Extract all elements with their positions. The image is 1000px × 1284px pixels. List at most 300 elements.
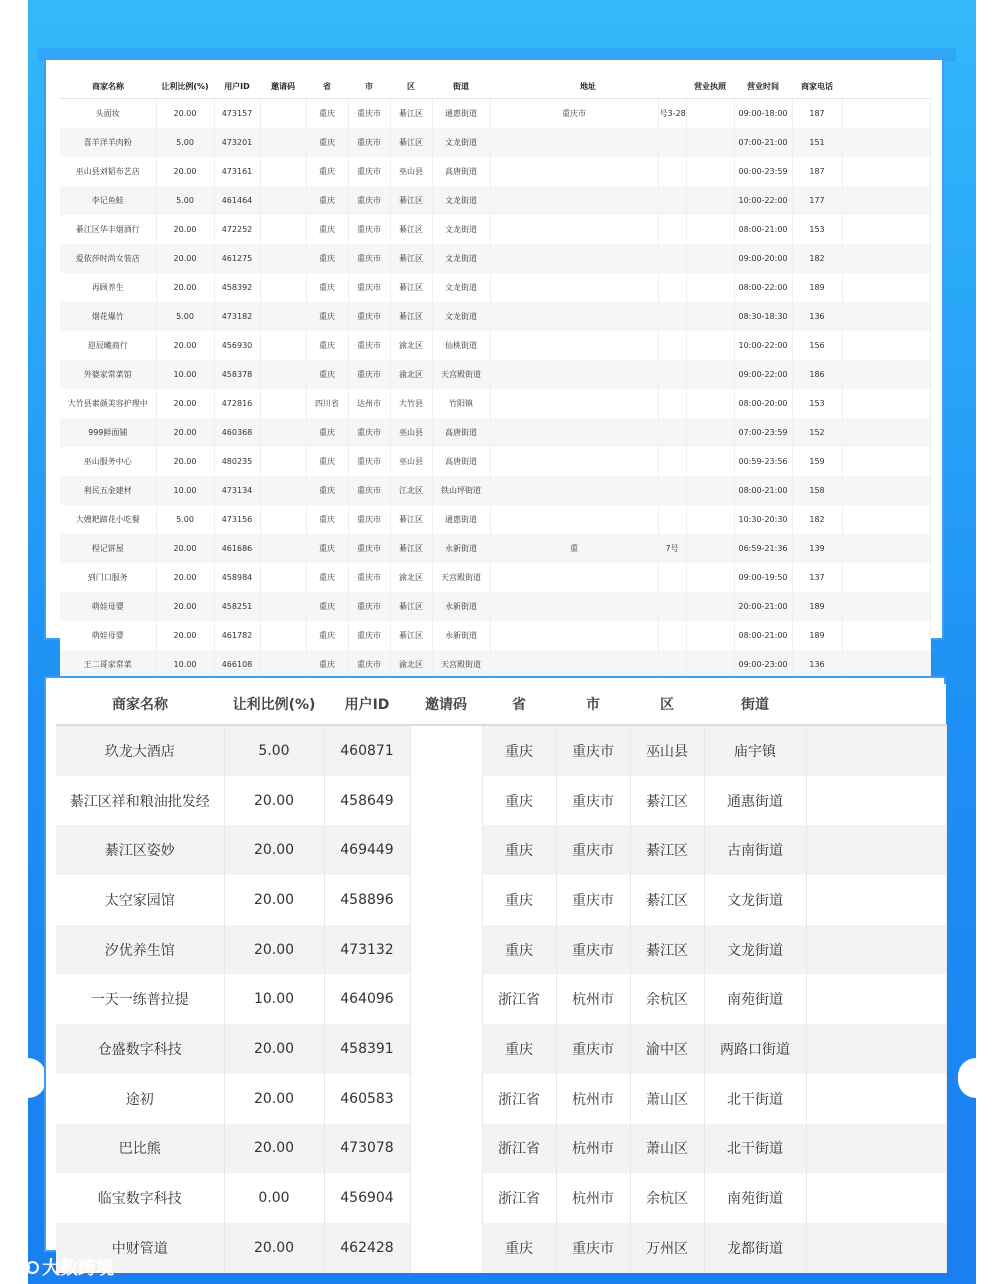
cell-license — [686, 99, 734, 129]
cell-user-id: 464096 — [324, 974, 410, 1024]
cell-ratio: 20.00 — [156, 418, 214, 447]
cell-user-id: 462428 — [324, 1223, 410, 1273]
cell-address-start — [490, 650, 658, 679]
cell-name: 临宝数字科技 — [56, 1173, 224, 1223]
table-row[interactable] — [60, 302, 930, 331]
top-table-panel — [44, 58, 944, 669]
cell-user-id: 473134 — [214, 476, 260, 505]
table-row[interactable] — [56, 974, 946, 1024]
cell-spacer — [842, 476, 930, 505]
cell-user-id: 456904 — [324, 1173, 410, 1223]
cell-phone: 136 — [792, 302, 842, 331]
cell-ratio: 20.00 — [156, 244, 214, 273]
cell-district: 渝北区 — [390, 563, 432, 592]
table-row[interactable] — [60, 534, 930, 563]
col-header-city[interactable]: 市 — [348, 74, 390, 99]
cell-city: 重庆市 — [556, 925, 630, 975]
cell-user-id: 461464 — [214, 186, 260, 215]
cell-address-start — [490, 157, 658, 186]
cell-phone: 151 — [792, 128, 842, 157]
cell-province: 重庆 — [306, 186, 348, 215]
cell-district: 綦江区 — [630, 776, 704, 826]
cell-address-end: 号3-28 — [658, 99, 686, 129]
cell-street: 两路口街道 — [704, 1024, 806, 1074]
cell-invite-code — [260, 273, 306, 302]
table-row[interactable] — [60, 650, 930, 679]
col-header-invite-code[interactable]: 邀请码 — [410, 684, 482, 725]
cell-address-start — [490, 331, 658, 360]
table-header-row — [60, 74, 930, 99]
table-row[interactable] — [60, 360, 930, 389]
cell-user-id: 456930 — [214, 331, 260, 360]
cell-name: 綦江区祥和粮油批发经 — [56, 776, 224, 826]
cell-name: 中财管道 — [56, 1223, 224, 1273]
table-row[interactable] — [56, 825, 946, 875]
cell-user-id: 473161 — [214, 157, 260, 186]
cell-ratio: 20.00 — [156, 447, 214, 476]
cell-user-id: 472252 — [214, 215, 260, 244]
cell-district: 巫山县 — [390, 418, 432, 447]
table-row[interactable] — [56, 1173, 946, 1223]
cell-address-end — [658, 563, 686, 592]
cell-phone: 177 — [792, 186, 842, 215]
cell-license — [686, 389, 734, 418]
cell-address-end — [658, 157, 686, 186]
cell-invite-code — [410, 1024, 482, 1074]
cell-invite-code — [410, 875, 482, 925]
cell-invite-code — [260, 157, 306, 186]
table-row[interactable] — [60, 186, 930, 215]
cell-hours: 09:00-19:50 — [734, 563, 792, 592]
cell-city: 杭州市 — [556, 1124, 630, 1174]
col-header-district[interactable]: 区 — [390, 74, 432, 99]
cell-name: 途初 — [56, 1074, 224, 1124]
cell-province: 重庆 — [306, 447, 348, 476]
cell-address-end — [658, 592, 686, 621]
cell-address-start — [490, 244, 658, 273]
cell-user-id: 460368 — [214, 418, 260, 447]
cell-ratio: 20.00 — [156, 563, 214, 592]
cell-address-start — [490, 476, 658, 505]
table-row[interactable] — [60, 157, 930, 186]
cell-spacer — [842, 128, 930, 157]
cell-province: 浙江省 — [482, 1124, 556, 1174]
merchant-table-small — [60, 74, 931, 679]
cell-address-start — [490, 389, 658, 418]
cell-invite-code — [260, 331, 306, 360]
cell-invite-code — [410, 776, 482, 826]
cell-district: 巫山县 — [630, 725, 704, 776]
cell-user-id: 480235 — [214, 447, 260, 476]
cell-province: 重庆 — [306, 621, 348, 650]
cell-ratio: 20.00 — [224, 925, 324, 975]
cell-user-id: 473201 — [214, 128, 260, 157]
cell-ratio: 20.00 — [156, 215, 214, 244]
cell-street: 庙宇镇 — [704, 725, 806, 776]
cell-license — [686, 331, 734, 360]
cell-district: 綦江区 — [630, 825, 704, 875]
cell-name: 爱依莎时尚女装店 — [60, 244, 156, 273]
cell-district: 綦江区 — [390, 244, 432, 273]
cell-city: 重庆市 — [348, 331, 390, 360]
cell-invite-code — [410, 725, 482, 776]
cell-hours: 09:00-20:00 — [734, 244, 792, 273]
col-header-spacer — [806, 684, 946, 725]
cell-hours: 08:00-22:00 — [734, 273, 792, 302]
cell-user-id: 461686 — [214, 534, 260, 563]
table-row[interactable] — [60, 99, 930, 129]
cell-province: 重庆 — [306, 360, 348, 389]
cell-ratio: 20.00 — [156, 592, 214, 621]
cell-spacer — [842, 418, 930, 447]
cell-city: 重庆市 — [348, 447, 390, 476]
table-row[interactable] — [56, 875, 946, 925]
cell-name: 巴比熊 — [56, 1124, 224, 1174]
cell-license — [686, 563, 734, 592]
cell-street: 永新街道 — [432, 592, 490, 621]
cell-spacer — [806, 1124, 946, 1174]
col-header-district[interactable]: 区 — [630, 684, 704, 725]
table-row[interactable] — [60, 273, 930, 302]
cell-phone: 152 — [792, 418, 842, 447]
cell-spacer — [806, 1223, 946, 1273]
cell-phone: 136 — [792, 650, 842, 679]
cell-province: 重庆 — [482, 925, 556, 975]
cell-spacer — [806, 1074, 946, 1124]
col-header-ratio[interactable]: 让利比例(%) — [156, 74, 214, 99]
cell-address-end — [658, 128, 686, 157]
cell-user-id: 458392 — [214, 273, 260, 302]
cell-street: 竹阳镇 — [432, 389, 490, 418]
cell-hours: 10:00-22:00 — [734, 186, 792, 215]
cell-address-start — [490, 505, 658, 534]
col-header-phone[interactable]: 商家电话 — [792, 74, 842, 99]
cell-province: 重庆 — [482, 1223, 556, 1273]
cell-city: 重庆市 — [556, 1024, 630, 1074]
cell-province: 重庆 — [306, 418, 348, 447]
cell-spacer — [806, 776, 946, 826]
cell-street: 文龙街道 — [432, 302, 490, 331]
cell-province: 重庆 — [306, 215, 348, 244]
cell-phone: 182 — [792, 505, 842, 534]
cell-ratio: 0.00 — [224, 1173, 324, 1223]
cell-phone: 137 — [792, 563, 842, 592]
col-header-ratio[interactable]: 让利比例(%) — [224, 684, 324, 725]
cell-name: 綦江区华丰烟酒行 — [60, 215, 156, 244]
table-row[interactable] — [60, 447, 930, 476]
col-header-address[interactable]: 地址 — [490, 74, 686, 99]
cell-city: 重庆市 — [348, 563, 390, 592]
table-row[interactable] — [60, 592, 930, 621]
cell-spacer — [842, 273, 930, 302]
table-row[interactable] — [56, 1024, 946, 1074]
cell-hours: 08:30-18:30 — [734, 302, 792, 331]
cell-address-start — [490, 360, 658, 389]
cell-invite-code — [410, 974, 482, 1024]
cell-ratio: 20.00 — [224, 1074, 324, 1124]
cell-address-start — [490, 215, 658, 244]
watermark-text: 大数跨境 — [42, 1258, 114, 1279]
cell-city: 重庆市 — [348, 476, 390, 505]
cell-ratio: 20.00 — [224, 776, 324, 826]
cell-ratio: 20.00 — [224, 825, 324, 875]
cell-phone: 156 — [792, 331, 842, 360]
cell-user-id: 473078 — [324, 1124, 410, 1174]
cell-name: 再顾养生 — [60, 273, 156, 302]
cell-hours: 10:00-22:00 — [734, 331, 792, 360]
cell-street: 仙桃街道 — [432, 331, 490, 360]
cell-city: 重庆市 — [348, 621, 390, 650]
cell-spacer — [842, 331, 930, 360]
cell-name: 999鲜面铺 — [60, 418, 156, 447]
cell-spacer — [842, 389, 930, 418]
cell-address-start — [490, 273, 658, 302]
cell-street: 通惠街道 — [432, 505, 490, 534]
cell-street: 通惠街道 — [704, 776, 806, 826]
cell-license — [686, 273, 734, 302]
table-row[interactable] — [56, 725, 946, 776]
cell-district: 綦江区 — [630, 875, 704, 925]
cell-ratio: 20.00 — [156, 157, 214, 186]
cell-user-id: 466108 — [214, 650, 260, 679]
table-row[interactable] — [60, 215, 930, 244]
cell-district: 巫山县 — [390, 157, 432, 186]
cell-city: 重庆市 — [348, 128, 390, 157]
col-header-spacer — [842, 74, 930, 99]
cell-ratio: 20.00 — [156, 389, 214, 418]
cell-city: 重庆市 — [348, 360, 390, 389]
col-header-user-id[interactable]: 用户ID — [214, 74, 260, 99]
col-header-user-id[interactable]: 用户ID — [324, 684, 410, 725]
cell-name: 玖龙大酒店 — [56, 725, 224, 776]
cell-name: 头面妆 — [60, 99, 156, 129]
col-header-invite-code[interactable]: 邀请码 — [260, 74, 306, 99]
table-row[interactable] — [56, 1124, 946, 1174]
cell-name: 到门口服务 — [60, 563, 156, 592]
cell-spacer — [842, 186, 930, 215]
cell-spacer — [842, 157, 930, 186]
cell-ratio: 20.00 — [224, 875, 324, 925]
cell-province: 重庆 — [306, 331, 348, 360]
cell-ratio: 5.00 — [224, 725, 324, 776]
col-header-name[interactable]: 商家名称 — [60, 74, 156, 99]
cell-spacer — [806, 1173, 946, 1223]
table-row[interactable] — [60, 244, 930, 273]
cell-spacer — [842, 534, 930, 563]
cell-street: 文龙街道 — [432, 215, 490, 244]
cell-street: 高唐街道 — [432, 418, 490, 447]
table-row[interactable] — [60, 331, 930, 360]
cell-invite-code — [260, 360, 306, 389]
cell-invite-code — [260, 244, 306, 273]
cell-hours: 07:00-23:59 — [734, 418, 792, 447]
cell-district: 綦江区 — [390, 302, 432, 331]
cell-name: 巫山服务中心 — [60, 447, 156, 476]
cell-name: 迎辰曦商行 — [60, 331, 156, 360]
col-header-province[interactable]: 省 — [482, 684, 556, 725]
cell-province: 重庆 — [306, 505, 348, 534]
cell-ratio: 10.00 — [156, 360, 214, 389]
cell-province: 重庆 — [306, 244, 348, 273]
table-row[interactable] — [56, 1074, 946, 1124]
cell-user-id: 460583 — [324, 1074, 410, 1124]
cell-invite-code — [410, 1223, 482, 1273]
cell-city: 重庆市 — [556, 825, 630, 875]
cell-invite-code — [260, 128, 306, 157]
table-row[interactable] — [60, 505, 930, 534]
cell-name: 外婆家常菜馆 — [60, 360, 156, 389]
cell-street: 永新街道 — [432, 534, 490, 563]
cell-city: 达州市 — [348, 389, 390, 418]
cell-invite-code — [260, 621, 306, 650]
cell-phone: 139 — [792, 534, 842, 563]
cell-phone: 189 — [792, 621, 842, 650]
cell-name: 仓盛数字科技 — [56, 1024, 224, 1074]
cell-address-end — [658, 186, 686, 215]
cell-district: 綦江区 — [390, 505, 432, 534]
cell-user-id: 473132 — [324, 925, 410, 975]
cell-license — [686, 157, 734, 186]
cell-hours: 10:30-20:30 — [734, 505, 792, 534]
cell-district: 江北区 — [390, 476, 432, 505]
cell-invite-code — [410, 925, 482, 975]
cell-name: 程记饼屋 — [60, 534, 156, 563]
cell-invite-code — [260, 592, 306, 621]
cell-address-start — [490, 128, 658, 157]
cell-user-id: 458251 — [214, 592, 260, 621]
table-row[interactable] — [60, 389, 930, 418]
cell-phone: 189 — [792, 592, 842, 621]
cell-province: 重庆 — [306, 563, 348, 592]
cell-license — [686, 505, 734, 534]
cell-street: 通惠街道 — [432, 99, 490, 129]
cell-spacer — [842, 563, 930, 592]
cell-spacer — [842, 99, 930, 129]
cell-street: 古南街道 — [704, 825, 806, 875]
cell-street: 文龙街道 — [432, 186, 490, 215]
cell-address-end — [658, 447, 686, 476]
cell-license — [686, 360, 734, 389]
cell-province: 浙江省 — [482, 1173, 556, 1223]
cell-license — [686, 592, 734, 621]
cell-district: 万州区 — [630, 1223, 704, 1273]
cell-name: 太空家园馆 — [56, 875, 224, 925]
cell-spacer — [842, 244, 930, 273]
cell-city: 杭州市 — [556, 1074, 630, 1124]
cell-phone: 189 — [792, 273, 842, 302]
cell-license — [686, 244, 734, 273]
cell-hours: 06:59-21:36 — [734, 534, 792, 563]
cell-city: 重庆市 — [348, 302, 390, 331]
cell-street: 文龙街道 — [432, 244, 490, 273]
cell-name: 一天一练普拉提 — [56, 974, 224, 1024]
merchant-table-large — [56, 684, 947, 1273]
cell-spacer — [806, 725, 946, 776]
col-header-street[interactable]: 街道 — [432, 74, 490, 99]
cell-hours: 08:00-21:00 — [734, 476, 792, 505]
cell-invite-code — [260, 389, 306, 418]
cell-user-id: 458896 — [324, 875, 410, 925]
cell-address-start — [490, 186, 658, 215]
table-row[interactable] — [60, 418, 930, 447]
cell-name: 烟花爆竹 — [60, 302, 156, 331]
cell-city: 杭州市 — [556, 974, 630, 1024]
cell-district: 綦江区 — [390, 215, 432, 244]
table-row[interactable] — [60, 563, 930, 592]
col-header-license[interactable]: 营业执照 — [686, 74, 734, 99]
cell-phone: 182 — [792, 244, 842, 273]
cell-name: 萌娃母婴 — [60, 592, 156, 621]
cell-street: 天宫殿街道 — [432, 360, 490, 389]
col-header-province[interactable]: 省 — [306, 74, 348, 99]
cell-name: 利民五金建材 — [60, 476, 156, 505]
cell-license — [686, 128, 734, 157]
cell-street: 文龙街道 — [432, 128, 490, 157]
cell-city: 重庆市 — [556, 875, 630, 925]
cell-ratio: 10.00 — [156, 650, 214, 679]
cell-city: 重庆市 — [348, 418, 390, 447]
cell-invite-code — [410, 1124, 482, 1174]
cell-invite-code — [260, 650, 306, 679]
cell-invite-code — [260, 563, 306, 592]
cell-ratio: 20.00 — [156, 621, 214, 650]
cell-ratio: 20.00 — [224, 1124, 324, 1174]
cell-address-start: 重庆市 — [490, 99, 658, 129]
cell-license — [686, 186, 734, 215]
cell-street: 龙都街道 — [704, 1223, 806, 1273]
cell-hours: 00:59-23:56 — [734, 447, 792, 476]
col-header-city[interactable]: 市 — [556, 684, 630, 725]
cell-user-id: 458984 — [214, 563, 260, 592]
cell-invite-code — [260, 418, 306, 447]
cell-spacer — [842, 302, 930, 331]
cell-ratio: 20.00 — [156, 331, 214, 360]
cell-street: 高唐街道 — [432, 157, 490, 186]
cell-ratio: 20.00 — [156, 534, 214, 563]
cell-user-id: 458378 — [214, 360, 260, 389]
cell-invite-code — [410, 1173, 482, 1223]
table-row[interactable] — [60, 128, 930, 157]
table-row[interactable] — [56, 925, 946, 975]
cell-district: 渝北区 — [390, 360, 432, 389]
cell-spacer — [806, 1024, 946, 1074]
cell-province: 重庆 — [306, 592, 348, 621]
col-header-hours[interactable]: 营业时间 — [734, 74, 792, 99]
table-row[interactable] — [60, 476, 930, 505]
table-row[interactable] — [56, 776, 946, 826]
cell-ratio: 20.00 — [156, 273, 214, 302]
cell-city: 杭州市 — [556, 1173, 630, 1223]
cell-street: 天宫殿街道 — [432, 650, 490, 679]
cell-name: 李记鱼蛙 — [60, 186, 156, 215]
cell-district: 渝北区 — [390, 650, 432, 679]
cell-street: 北干街道 — [704, 1074, 806, 1124]
bottom-table-panel — [44, 676, 946, 1257]
col-header-street[interactable]: 街道 — [704, 684, 806, 725]
cell-address-start — [490, 418, 658, 447]
cell-spacer — [842, 447, 930, 476]
col-header-name[interactable]: 商家名称 — [56, 684, 224, 725]
cell-user-id: 473182 — [214, 302, 260, 331]
cell-user-id: 458391 — [324, 1024, 410, 1074]
cell-street: 北干街道 — [704, 1124, 806, 1174]
table-row[interactable] — [60, 621, 930, 650]
cell-address-end — [658, 650, 686, 679]
cell-address-end — [658, 476, 686, 505]
table-row[interactable] — [56, 1223, 946, 1273]
cell-ratio: 5.00 — [156, 128, 214, 157]
cell-district: 萧山区 — [630, 1074, 704, 1124]
